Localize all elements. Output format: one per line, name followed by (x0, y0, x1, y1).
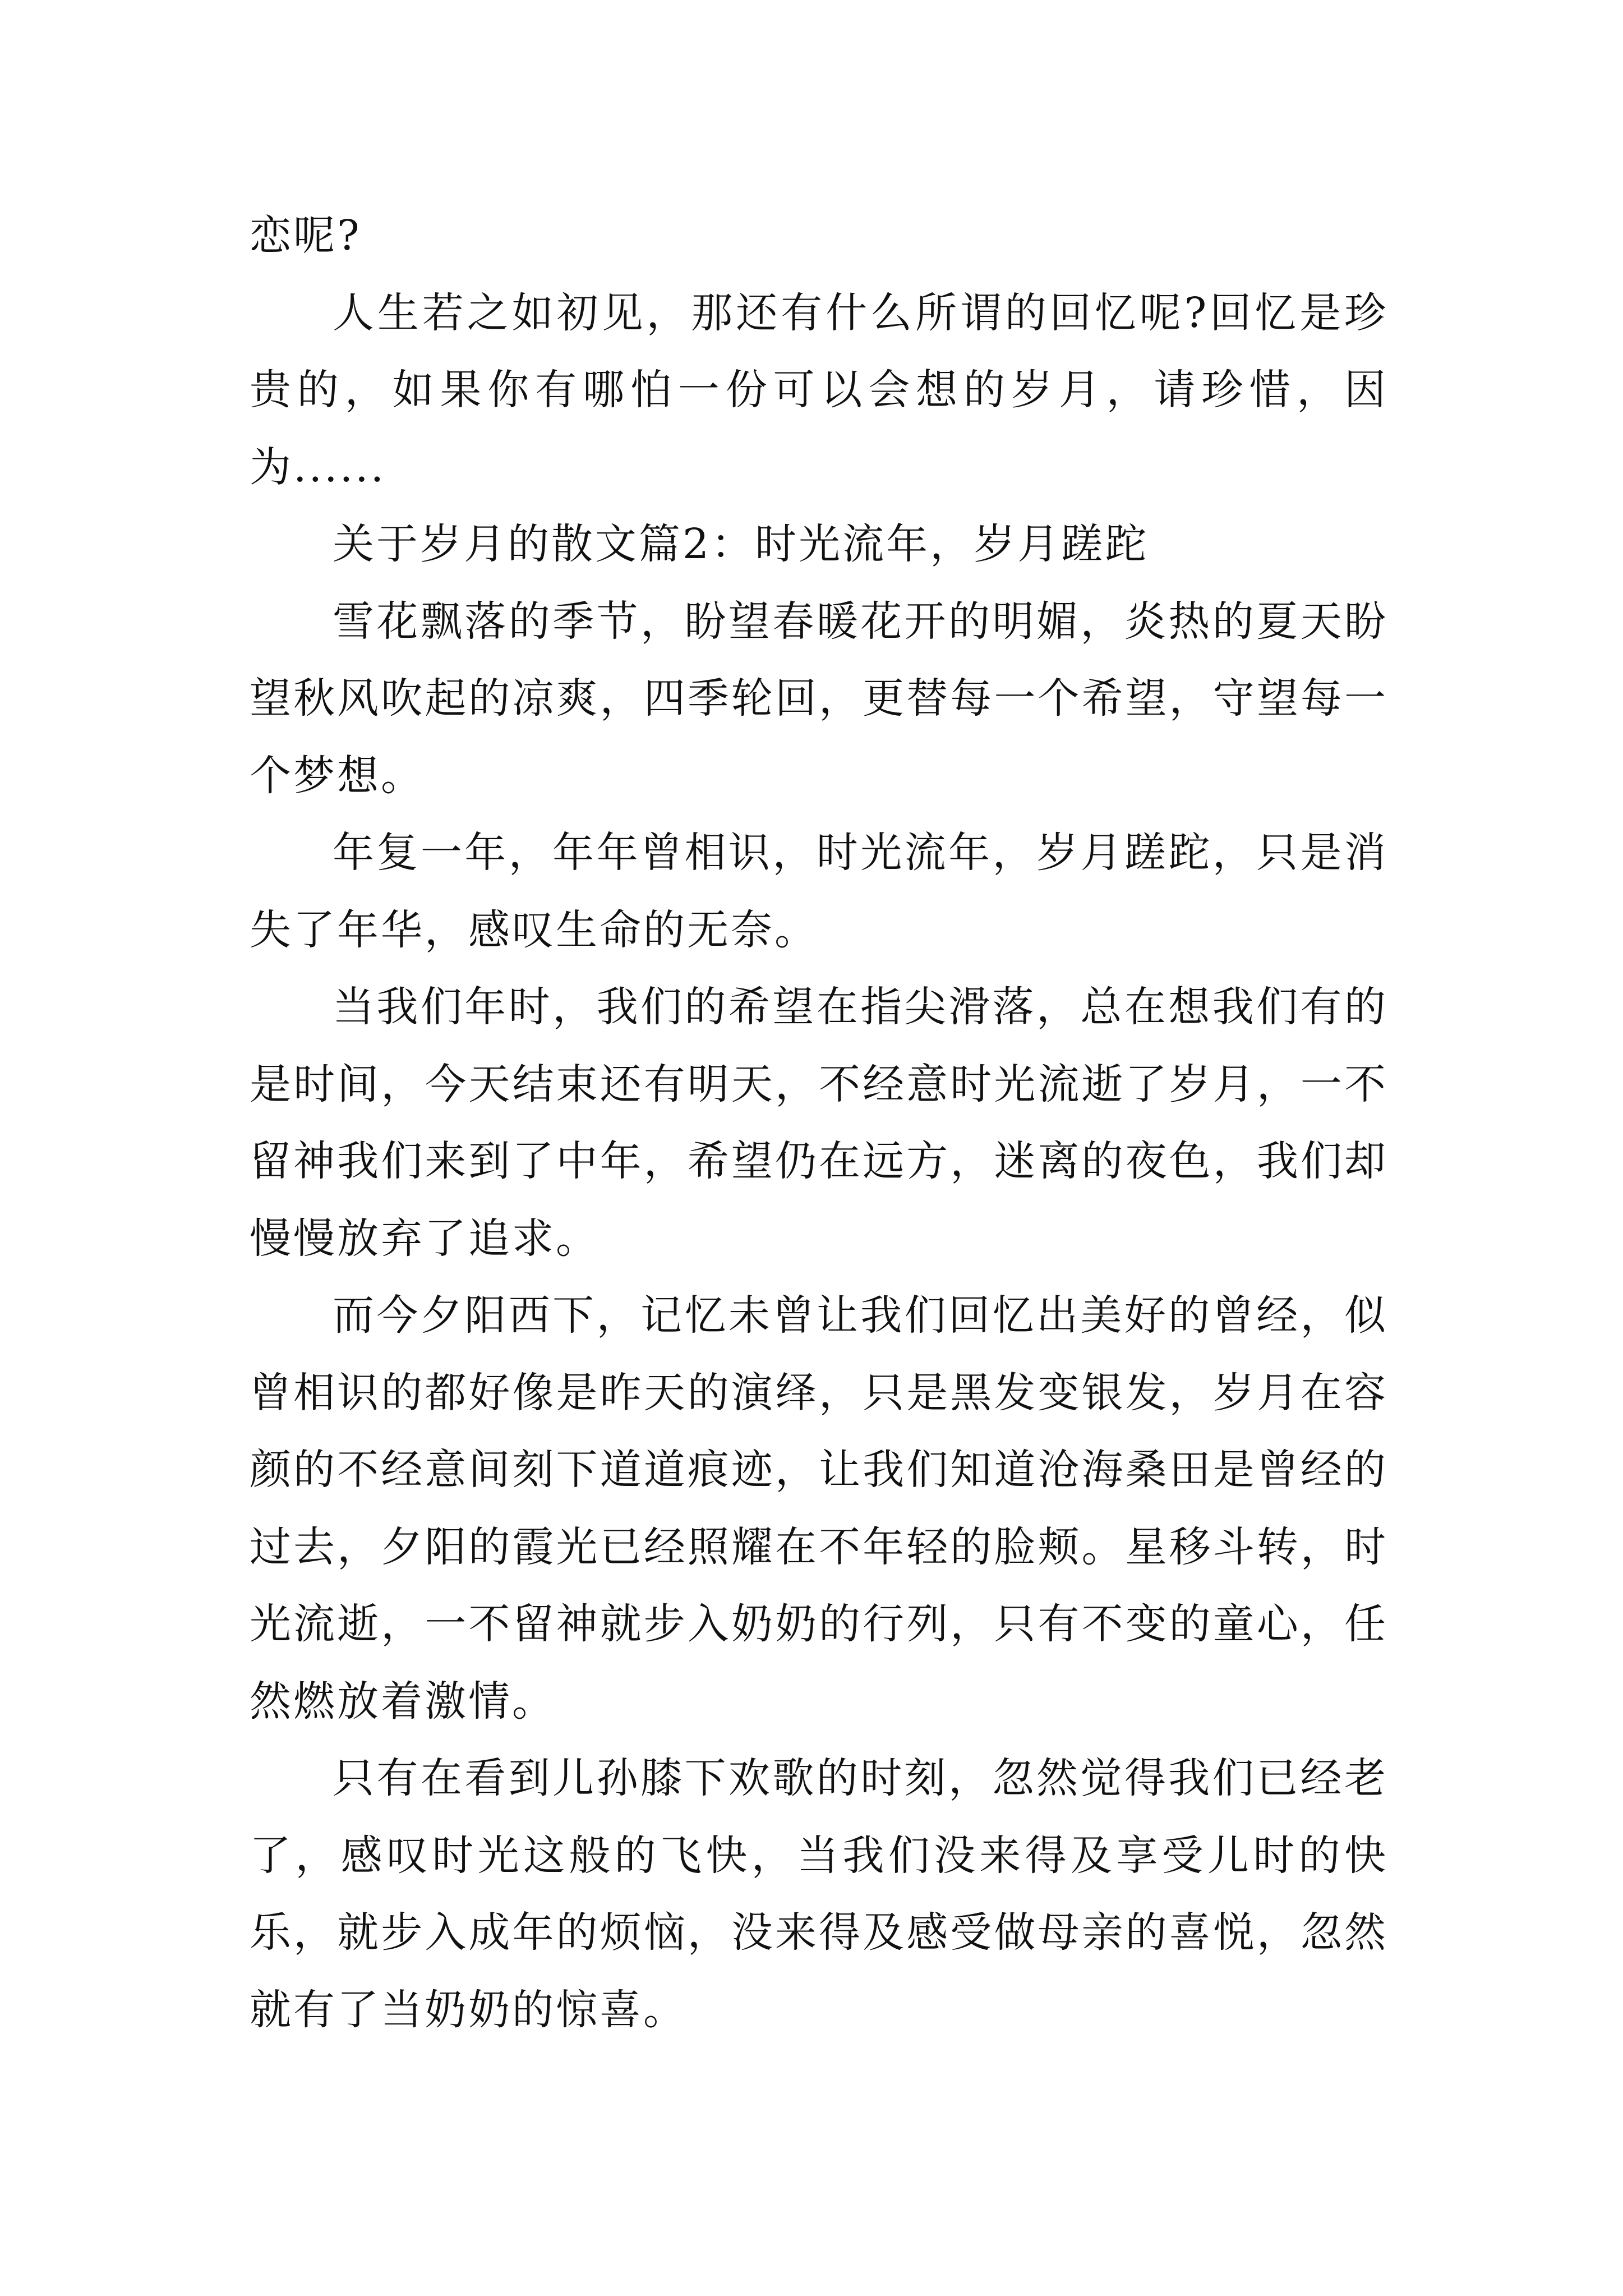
paragraph: 而今夕阳西下，记忆未曾让我们回忆出美好的曾经，似曾相识的都好像是昨天的演绎，只是黑发变银发，岁月在容颜的不经意间刻下道道痕迹，让我们知道沧海桑田是曾经的过去，夕阳的霞光已经照耀在不年轻的脸颊。星移斗转，时光流逝，一不留神就步入奶奶的行列，只有不变的童心，任然燃放着激情。 (250, 1291, 1388, 1726)
paragraph: 只有在看到儿孙膝下欢歌的时刻，忽然觉得我们已经老了，感叹时光这般的飞快，当我们没来得及享受儿时的快乐，就步入成年的烦恼，没来得及感受做母亲的喜悦，忽然就有了当奶奶的惊喜。 (250, 1754, 1388, 2034)
paragraph: 雪花飘落的季节，盼望春暖花开的明媚，炎热的夏天盼望秋风吹起的凉爽，四季轮回，更替每一个希望，守望每一个梦想。 (250, 597, 1388, 800)
paragraph-continuation: 恋呢? (250, 211, 362, 260)
paragraph: 年复一年，年年曾相识，时光流年，岁月蹉跎，只是消失了年华，感叹生命的无奈。 (250, 829, 1388, 954)
section-heading: 关于岁月的散文篇2：时光流年，岁月蹉跎 (333, 520, 1149, 568)
document-page (250, 197, 1388, 2049)
paragraph: 当我们年时，我们的希望在指尖滑落，总在想我们有的是时间，今天结束还有明天，不经意时光流逝了岁月，一不留神我们来到了中年，希望仍在远方，迷离的夜色，我们却慢慢放弃了追求。 (250, 983, 1388, 1263)
paragraph: 人生若之如初见，那还有什么所谓的回忆呢?回忆是珍贵的，如果你有哪怕一份可以会想的岁月，请珍惜，因为...... (250, 288, 1388, 491)
